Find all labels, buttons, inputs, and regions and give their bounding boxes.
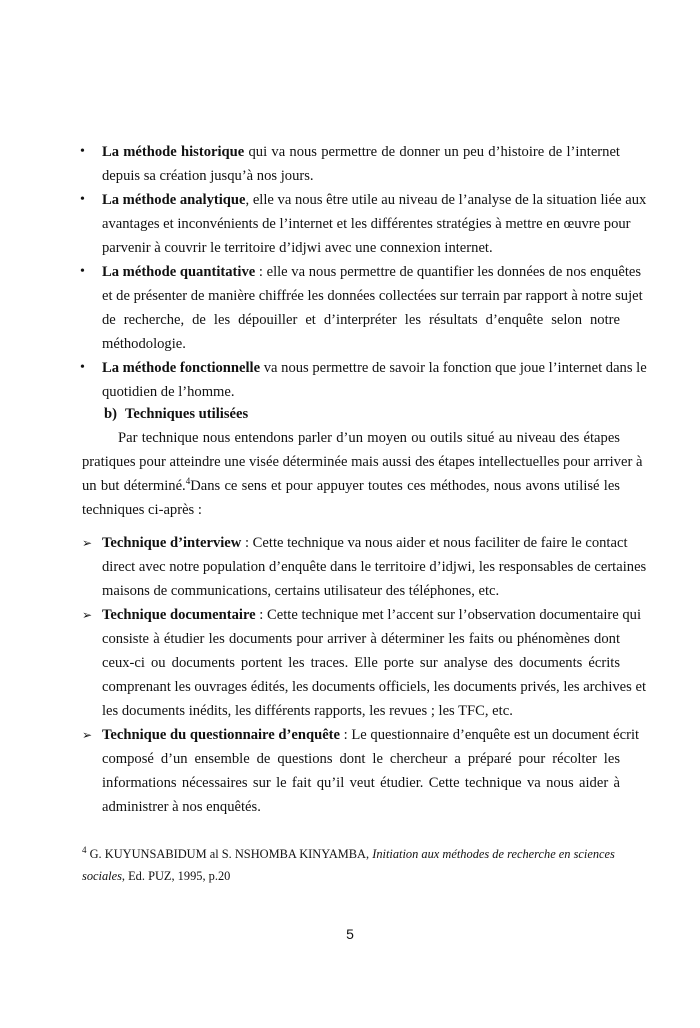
item-line bbox=[102, 356, 647, 380]
page-number: 5 bbox=[346, 926, 354, 942]
paragraph-line: pratiques pour atteindre une visée déterminée mais aussi des étapes intellectuelles pour arriver à bbox=[82, 454, 643, 470]
bullet-icon: • bbox=[80, 144, 85, 159]
item-text: va nous permettre de savoir la fonction que joue l’internet dans le bbox=[260, 360, 647, 376]
item-text: : Cette technique va nous aider et nous faciliter de faire le contact bbox=[241, 535, 628, 551]
item-line: comprenant les ouvrages édités, les documents officiels, les documents privés, les archives et bbox=[102, 679, 647, 695]
item-line: composé d’un ensemble de questions dont le chercheur a préparé pour récolter les bbox=[102, 751, 620, 767]
item-title: Technique du questionnaire d’enquête bbox=[102, 727, 341, 743]
arrow-bullet-icon: ➢ bbox=[82, 728, 93, 742]
paragraph-line: techniques ci-après : bbox=[82, 502, 202, 518]
item-text: : elle va nous permettre de quantifier les données de nos enquêtes bbox=[255, 264, 642, 280]
technique-item bbox=[82, 603, 647, 723]
footnote-title: sociales bbox=[82, 869, 122, 883]
item-line: informations nécessaires sur le fait qu’il veut étudier. Cette technique va nous aider à bbox=[102, 775, 620, 791]
footnote bbox=[82, 843, 622, 887]
item-line bbox=[102, 260, 642, 284]
techniques-list bbox=[82, 531, 647, 819]
item-line: parvenir à couvrir le territoire d’idjwi avec une connexion internet. bbox=[102, 240, 493, 256]
item-title: La méthode analytique bbox=[102, 192, 246, 208]
item-text: : Cette technique met l’accent sur l’observation documentaire qui bbox=[255, 607, 642, 623]
methods-list bbox=[80, 140, 647, 404]
item-line: direct avec notre population d’enquête dans le territoire d’idjwi, les responsables de certaines bbox=[102, 559, 647, 575]
techniques-intro-paragraph bbox=[82, 426, 643, 522]
method-item bbox=[80, 260, 643, 356]
item-line: quotidien de l’homme. bbox=[102, 384, 235, 400]
paragraph-line: Par technique nous entendons parler d’un moyen ou outils situé au niveau des étapes bbox=[118, 430, 620, 446]
footnote-publication: , Ed. PUZ, 1995, p.20 bbox=[121, 869, 231, 883]
arrow-bullet-icon: ➢ bbox=[82, 536, 93, 550]
item-line: maisons de communications, certains utilisateur des téléphones, etc. bbox=[102, 583, 500, 599]
technique-item bbox=[82, 531, 647, 603]
item-title: Technique documentaire bbox=[102, 607, 256, 623]
item-line: et de présenter de manière chiffrée les données collectées sur terrain par rapport à notre sujet bbox=[102, 288, 643, 304]
method-item bbox=[82, 140, 620, 188]
item-title: Technique d’interview bbox=[102, 535, 242, 551]
item-line: les documents inédits, les différents rapports, les revues ; les TFC, etc. bbox=[102, 703, 513, 719]
footnote-reference[interactable]: 4 bbox=[185, 476, 191, 487]
item-line: de recherche, de les dépouiller et d’interpréter les résultats d’enquête selon notre bbox=[102, 312, 620, 328]
item-line bbox=[102, 188, 647, 212]
section-heading bbox=[104, 402, 248, 426]
item-line: depuis sa création jusqu’à nos jours. bbox=[102, 168, 314, 184]
item-line bbox=[102, 531, 628, 555]
bullet-icon: • bbox=[80, 264, 85, 279]
item-text: , elle va nous être utile au niveau de l’analyse de la situation liée aux bbox=[245, 192, 647, 208]
bullet-icon: • bbox=[80, 360, 85, 375]
paragraph-line bbox=[82, 474, 620, 498]
heading-label: b) bbox=[104, 406, 117, 422]
footnote-title: Initiation aux méthodes de recherche en sciences bbox=[372, 847, 615, 861]
technique-item bbox=[82, 723, 640, 819]
item-line: administrer à nos enquêtés. bbox=[102, 799, 261, 815]
arrow-bullet-icon: ➢ bbox=[82, 608, 93, 622]
item-title: La méthode fonctionnelle bbox=[102, 360, 261, 376]
text: Dans ce sens et pour appuyer toutes ces méthodes, nous avons utilisé les bbox=[190, 478, 620, 494]
item-line bbox=[102, 603, 642, 627]
item-line: ceux-ci ou documents portent les traces. Elle porte sur analyse des documents écrits bbox=[102, 655, 620, 671]
item-line: méthodologie. bbox=[102, 336, 186, 352]
footnote-number: 4 bbox=[82, 844, 87, 855]
method-item bbox=[80, 188, 647, 260]
item-line bbox=[102, 723, 640, 747]
item-title: La méthode historique bbox=[102, 144, 245, 160]
bullet-icon: • bbox=[80, 192, 85, 207]
item-line: consiste à étudier les documents pour arriver à déterminer les faits ou phénomènes dont bbox=[102, 631, 620, 647]
item-line: avantages et inconvénients de l’internet et les différentes stratégies à mettre en œuvre pour bbox=[102, 216, 631, 232]
item-text: qui va nous permettre de donner un peu d’histoire de l’internet bbox=[244, 144, 620, 160]
method-item bbox=[80, 356, 647, 404]
item-text: : Le questionnaire d’enquête est un document écrit bbox=[340, 727, 640, 743]
heading-text: Techniques utilisées bbox=[125, 406, 249, 422]
text: un but déterminé. bbox=[82, 478, 186, 494]
item-title: La méthode quantitative bbox=[102, 264, 256, 280]
footnote-authors: G. KUYUNSABIDUM al S. NSHOMBA KINYAMBA, bbox=[86, 847, 373, 861]
item-line bbox=[102, 140, 620, 164]
